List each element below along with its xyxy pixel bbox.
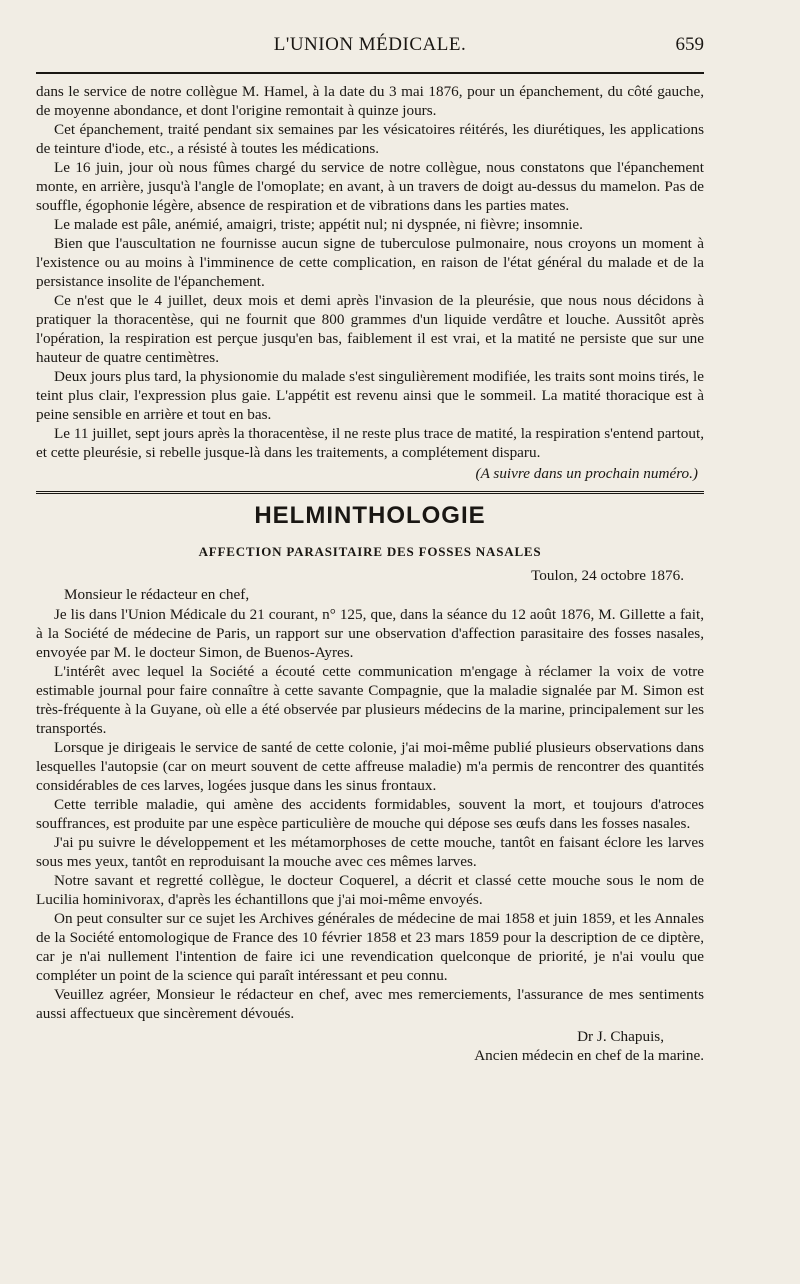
page xyxy=(36,28,704,1065)
header-rule xyxy=(36,72,704,74)
paragraph: Deux jours plus tard, la physionomie du malade s'est singulièrement modifiée, les traits sont moins tirés, le teint plus clair, l'expression plus gaie. L'appétit est revenu ainsi que le sommeil. La matité thoracique est à peine sensible en arrière et tout en bas. xyxy=(36,368,704,423)
page-header xyxy=(36,28,704,64)
paragraph: Je lis dans l'Union Médicale du 21 courant, n° 125, que, dans la séance du 12 août 1876, M. Gillette a fait, à la Société de médecine de Paris, un rapport sur une observation d'affection parasitaire des fosses nasales, envoyée par M. le docteur Simon, de Buenos-Ayres. xyxy=(36,606,704,661)
running-title: L'UNION MÉDICALE. xyxy=(273,34,467,55)
page-number: 659 xyxy=(675,34,704,55)
continue-note: (A suivre dans un prochain numéro.) xyxy=(475,465,698,482)
paragraph: Bien que l'auscultation ne fournisse aucun signe de tuberculose pulmonaire, nous croyons un moment à l'existence ou au moins à l'imminence de cette complication, en raison de l'état général du malade et de la persistance insolite de l'épanchement. xyxy=(36,235,704,290)
section-subtitle: AFFECTION PARASITAIRE DES FOSSES NASALES xyxy=(198,544,542,559)
paragraph: L'intérêt avec lequel la Société a écouté cette communication m'engage à réclamer la voix de votre estimable journal pour faire connaître à cette savante Compagnie, que la maladie signalée par M. Simon est très-fréquente à la Guyane, où elle a été observée par plusieurs médecins de la marine, principalement sur les transportés. xyxy=(36,663,704,737)
paragraph: J'ai pu suivre le développement et les métamorphoses de cette mouche, tantôt en faisant éclore les larves sous mes yeux, tantôt en reproduisant la mouche avec ces mêmes larves. xyxy=(36,834,704,870)
paragraph: Lorsque je dirigeais le service de santé de cette colonie, j'ai moi-même publié plusieurs observations dans lesquelles l'autopsie (car on meurt souvent de cette affreuse maladie) m'a permis de rencontrer des quantités considérables de ces larves, logées jusque dans les sinus frontaux. xyxy=(36,739,704,794)
paragraph: Veuillez agréer, Monsieur le rédacteur en chef, avec mes remerciements, l'assurance de mes sentiments aussi affectueux que sincèrement dévoués. xyxy=(36,986,704,1022)
section-rule xyxy=(36,491,704,494)
paragraph: Cette terrible maladie, qui amène des accidents formidables, souvent la mort, et toujours d'atroces souffrances, est produite par une espèce particulière de mouche qui dépose ses œufs dans les fosses nasales. xyxy=(36,796,704,832)
paragraph: On peut consulter sur ce sujet les Archives générales de médecine de mai 1858 et juin 1859, et les Annales de la Société entomologique de France des 10 février 1858 et 23 mars 1859 pour la description de ce diptère, car je n'ai nullement l'intention de faire ici une revendication quelconque de priorité, je n'ai voulu que compléter un point de la science qui paraît intéressant et peu connu. xyxy=(36,910,704,984)
paragraph: Le 11 juillet, sept jours après la thoracentèse, il ne reste plus trace de matité, la respiration s'entend partout, et cette pleurésie, si rebelle jusque-là dans les traitements, a complétement disparu. xyxy=(36,425,704,461)
paragraph: Le malade est pâle, anémié, amaigri, triste; appétit nul; ni dyspnée, ni fièvre; insomnie. xyxy=(54,216,583,233)
paragraph: Notre savant et regretté collègue, le docteur Coquerel, a décrit et classé cette mouche sous le nom de Lucilia hominivorax, d'après les échantillons que j'ai moi-même envoyés. xyxy=(36,872,704,908)
section-title: HELMINTHOLOGIE xyxy=(254,502,486,529)
paragraph: Ce n'est que le 4 juillet, deux mois et demi après l'invasion de la pleurésie, que nous nous décidons à pratiquer la thoracentèse, qui ne fournit que 800 grammes d'un liquide verdâtre et louche. Aussitôt après l'opération, la respiration est perçue jusqu'en bas, faiblement il est vrai, et la matité ne persiste que sur une hauteur de quatre centimètres. xyxy=(36,292,704,366)
dateline: Toulon, 24 octobre 1876. xyxy=(531,567,684,584)
signature-name: Dr J. Chapuis, xyxy=(577,1028,664,1045)
paragraph: Le 16 juin, jour où nous fûmes chargé du service de notre collègue, nous constatons que l'épanchement monte, en arrière, jusqu'à l'angle de l'omoplate; en avant, à un travers de doigt au-dessus du mamelon. Pas de souffle, égophonie légère, absence de respiration et de vibrations dans les parties mates. xyxy=(36,159,704,214)
salutation: Monsieur le rédacteur en chef, xyxy=(64,586,250,603)
paragraph: dans le service de notre collègue M. Hamel, à la date du 3 mai 1876, pour un épanchement, du côté gauche, de moyenne abondance, et dont l'origine remontait à quinze jours. xyxy=(36,83,704,119)
article-continuation xyxy=(36,82,704,483)
paragraph: Cet épanchement, traité pendant six semaines par les vésicatoires réitérés, les diurétiques, les applications de teinture d'iode, etc., a résisté à toutes les médications. xyxy=(36,121,704,157)
helminthologie-section xyxy=(36,502,704,1065)
signature-title: Ancien médecin en chef de la marine. xyxy=(474,1047,704,1064)
